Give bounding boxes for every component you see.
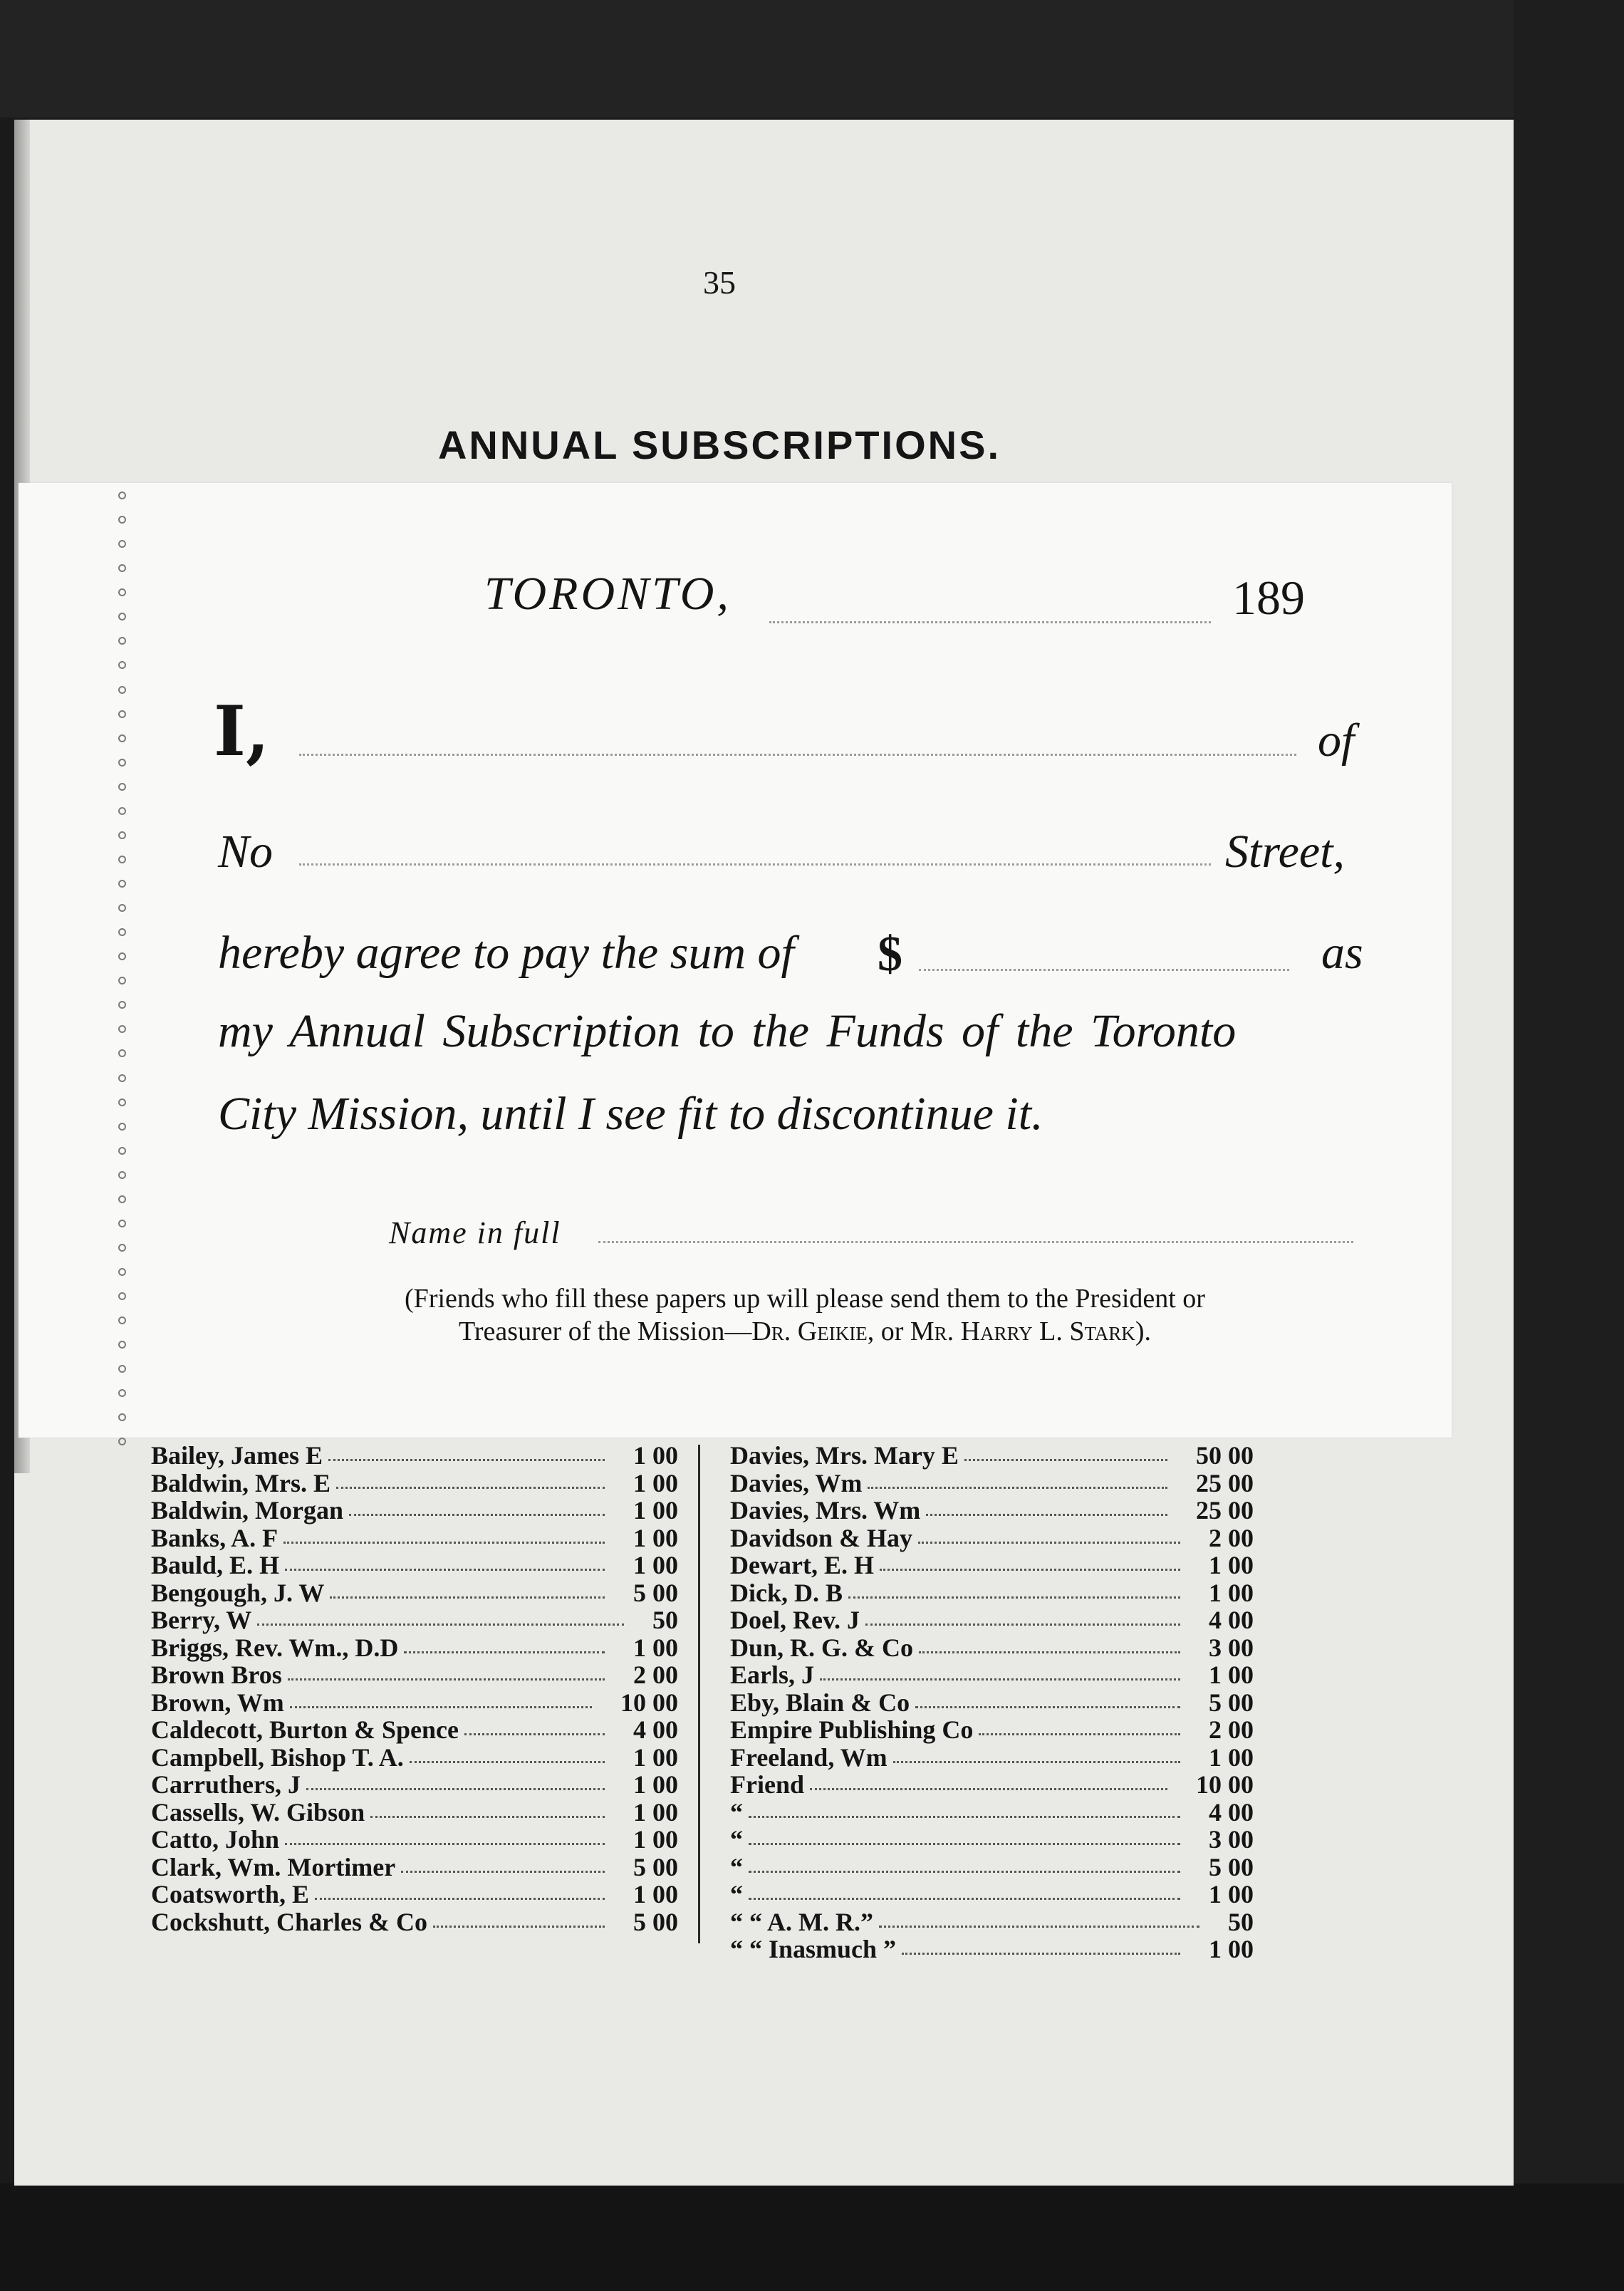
perforation-hole [118, 637, 126, 645]
name-in-full-label: Name in full [389, 1215, 561, 1250]
leader-dots [749, 1843, 1180, 1845]
form-pronoun: I, [214, 691, 270, 772]
perforation-hole [118, 734, 126, 742]
subscriber-name: Empire Publishing Co [730, 1715, 974, 1744]
subscriber-name: Coatsworth, E [151, 1880, 309, 1908]
subscriber-row [151, 1661, 678, 1689]
perforation-hole [118, 783, 126, 791]
leader-dots [370, 1816, 605, 1818]
subscriber-row [730, 1716, 1254, 1744]
leader-dots [464, 1733, 605, 1735]
subscriber-amount: 2 00 [1209, 1715, 1254, 1744]
subscriber-amount: 2 00 [1209, 1523, 1254, 1552]
subscriber-amount: 1 00 [1209, 1551, 1254, 1579]
subscriber-amount: 1 00 [633, 1468, 678, 1497]
subscriber-name: Friend [730, 1770, 804, 1799]
perforation-hole [118, 1220, 126, 1227]
subscriber-amount: 1 00 [633, 1742, 678, 1772]
perforation-hole [118, 1147, 126, 1155]
subscriber-amount: 3 00 [1209, 1825, 1254, 1854]
perforation-hole [118, 807, 126, 815]
subscriber-row [730, 1661, 1254, 1689]
subscriber-amount: 5 00 [633, 1852, 678, 1881]
leader-dots [330, 1596, 605, 1599]
leader-dots [926, 1514, 1167, 1516]
subscriber-row [730, 1497, 1254, 1524]
subscriber-row [151, 1854, 678, 1881]
subscriber-name: Briggs, Rev. Wm., D.D [151, 1633, 399, 1662]
subscriber-row [151, 1579, 678, 1607]
leader-dots [285, 1569, 605, 1571]
subscriber-row [151, 1634, 678, 1662]
form-instructions [214, 1282, 1396, 1348]
leader-dots [433, 1926, 605, 1928]
form-dollar-sign: $ [878, 927, 902, 982]
subscriber-amount: 1 00 [633, 1825, 678, 1854]
address-blank [299, 863, 1211, 866]
leader-dots [290, 1706, 592, 1708]
perforation-hole [118, 1025, 126, 1033]
perforation-hole [118, 661, 126, 669]
subscriber-amount: 25 00 [1196, 1468, 1254, 1497]
subscriber-name: “ [730, 1880, 743, 1908]
subscriber-name: Dun, R. G. & Co [730, 1633, 914, 1662]
amount-blank [919, 969, 1289, 971]
subscriber-row [730, 1854, 1254, 1881]
subscriber-row [151, 1908, 678, 1936]
subscriber-name: “ “ Inasmuch ” [730, 1935, 897, 1963]
subscriber-amount: 50 [1228, 1907, 1254, 1936]
subscriber-name: Bengough, J. W [151, 1578, 325, 1607]
subscriber-amount: 10 00 [620, 1688, 678, 1717]
subscriber-amount: 1 00 [633, 1633, 678, 1662]
subscriber-name: Davies, Mrs. Mary E [730, 1441, 959, 1470]
form-text-line-3: City Mission, until I see fit to discontinue it. [218, 1088, 1043, 1140]
subscriber-name: Cassells, W. Gibson [151, 1797, 365, 1827]
leader-dots [349, 1514, 605, 1516]
perforation-hole [118, 1341, 126, 1349]
subscriber-row [151, 1689, 678, 1717]
subscriber-name: Dewart, E. H [730, 1551, 874, 1579]
subscriber-row [151, 1826, 678, 1854]
subscriber-row [730, 1936, 1254, 1963]
leader-dots [848, 1596, 1180, 1599]
subscriber-amount: 10 00 [1196, 1770, 1254, 1799]
subscriber-name: Davies, Wm [730, 1468, 863, 1497]
leader-dots [328, 1459, 605, 1461]
subscriber-row [151, 1716, 678, 1744]
name-blank [299, 754, 1296, 756]
perforation-hole [118, 952, 126, 960]
subscriber-amount: 1 00 [633, 1880, 678, 1908]
perforation-hole [118, 831, 126, 839]
perforation-hole [118, 1049, 126, 1057]
subscriber-amount: 1 00 [1209, 1880, 1254, 1908]
leader-dots [868, 1487, 1167, 1489]
subscriber-amount: 3 00 [1209, 1633, 1254, 1662]
leader-dots [410, 1761, 605, 1763]
subscriber-row [730, 1524, 1254, 1552]
subscriber-name: Bailey, James E [151, 1441, 323, 1470]
leader-dots [285, 1843, 605, 1845]
leader-dots [749, 1871, 1180, 1873]
subscriber-amount: 4 00 [633, 1715, 678, 1744]
subscriber-row [730, 1771, 1254, 1799]
subscriber-row [151, 1881, 678, 1908]
leader-dots [283, 1542, 605, 1544]
subscriber-row [730, 1826, 1254, 1854]
subscriber-name: “ [730, 1852, 743, 1881]
subscriber-name: Dick, D. B [730, 1578, 843, 1607]
subscriber-name: Catto, John [151, 1825, 280, 1854]
perforation-hole [118, 1389, 126, 1397]
note-president: Dr. Geikie [751, 1316, 868, 1346]
perforation-hole [118, 588, 126, 596]
date-blank [769, 621, 1211, 623]
leader-dots [919, 1651, 1180, 1653]
subscriber-row [151, 1771, 678, 1799]
subscriber-amount: 5 00 [1209, 1688, 1254, 1717]
subscriber-row [151, 1470, 678, 1497]
subscriber-name: Eby, Blain & Co [730, 1688, 910, 1717]
subscriber-row [730, 1579, 1254, 1607]
perforation-hole [118, 977, 126, 985]
perforation-hole [118, 1268, 126, 1276]
subscriber-name: “ “ A. M. R.” [730, 1907, 873, 1936]
perforation-hole [118, 710, 126, 718]
subscriber-amount: 1 00 [1209, 1578, 1254, 1607]
perforation-hole [118, 1438, 126, 1445]
subscriber-amount: 1 00 [633, 1770, 678, 1799]
leader-dots [820, 1678, 1180, 1680]
note-treasurer: Mr. Harry L. Stark [910, 1316, 1135, 1346]
form-of: of [1318, 715, 1355, 767]
perforation-hole [118, 492, 126, 499]
subscriber-name: Banks, A. F [151, 1523, 279, 1552]
subscriber-amount: 1 00 [633, 1441, 678, 1470]
perforation-hole [118, 904, 126, 912]
section-title: ANNUAL SUBSCRIPTIONS. [437, 422, 1001, 467]
subscriber-row [730, 1908, 1254, 1936]
leader-dots [306, 1788, 605, 1790]
scan-border-top [0, 0, 1624, 118]
subscriber-row [151, 1606, 678, 1634]
form-text-line-2: my Annual Subscription to the Funds of the Toronto [218, 1005, 1237, 1057]
subscriber-amount: 1 00 [1209, 1661, 1254, 1689]
subscriber-name: Freeland, Wm [730, 1742, 888, 1772]
subscriber-row [730, 1552, 1254, 1579]
subscriber-amount: 4 00 [1209, 1797, 1254, 1827]
subscriber-name: Brown Bros [151, 1661, 282, 1689]
leader-dots [749, 1816, 1180, 1818]
subscriber-amount: 50 [652, 1606, 678, 1634]
subscriber-name: Davies, Mrs. Wm [730, 1496, 921, 1524]
form-instructions-line-2 [214, 1315, 1396, 1348]
subscriber-row [730, 1799, 1254, 1827]
subscriber-row [730, 1470, 1254, 1497]
perforation-hole [118, 856, 126, 863]
perforation-hole [118, 880, 126, 888]
subscriber-name: Doel, Rev. J [730, 1606, 860, 1634]
subscriber-name: “ [730, 1825, 743, 1854]
subscriber-amount: 1 00 [633, 1523, 678, 1552]
subscriber-amount: 1 00 [1209, 1742, 1254, 1772]
subscriber-amount: 25 00 [1196, 1496, 1254, 1524]
leader-dots [915, 1706, 1180, 1708]
subscriber-row [151, 1524, 678, 1552]
page-number: 35 [703, 264, 736, 301]
subscriber-amount: 1 00 [633, 1551, 678, 1579]
subscriber-row [151, 1744, 678, 1772]
subscriber-row [151, 1799, 678, 1827]
subscriber-row [730, 1634, 1254, 1662]
subscriber-name: Bauld, E. H [151, 1551, 280, 1579]
perforation-hole [118, 1123, 126, 1131]
subscriber-row [151, 1552, 678, 1579]
note-or: , or [867, 1316, 910, 1346]
leader-dots [288, 1678, 605, 1680]
perforation-hole [118, 564, 126, 572]
subscriber-name: Cockshutt, Charles & Co [151, 1907, 428, 1936]
subscriber-row [730, 1744, 1254, 1772]
perforation-hole [118, 1171, 126, 1179]
subscriber-row [151, 1442, 678, 1470]
subscriber-name: Baldwin, Mrs. E [151, 1468, 331, 1497]
leader-dots [879, 1926, 1199, 1928]
perforation-hole [118, 540, 126, 548]
form-no: No [218, 826, 274, 878]
subscriber-row [730, 1689, 1254, 1717]
column-divider [698, 1445, 700, 1943]
subscriber-amount: 1 00 [633, 1496, 678, 1524]
leader-dots [918, 1542, 1180, 1544]
perforation-hole [118, 516, 126, 524]
perforation-hole [118, 686, 126, 694]
subscriber-amount: 5 00 [633, 1907, 678, 1936]
leader-dots [810, 1788, 1167, 1790]
subscriber-name: Baldwin, Morgan [151, 1496, 344, 1524]
perforation-hole [118, 613, 126, 620]
full-name-blank [598, 1241, 1353, 1243]
form-year: 189 [1232, 571, 1305, 625]
perforation-hole [118, 1365, 126, 1373]
leader-dots [902, 1953, 1180, 1955]
subscriber-name: Brown, Wm [151, 1688, 284, 1717]
leader-dots [880, 1569, 1180, 1571]
subscriber-list-left [151, 1442, 678, 1936]
scan-border-bottom [0, 2183, 1624, 2291]
subscriber-name: Davidson & Hay [730, 1523, 913, 1552]
subscriber-row [730, 1606, 1254, 1634]
leader-dots [964, 1459, 1167, 1461]
form-agree-text: hereby agree to pay the sum of [218, 927, 794, 979]
subscriber-name: Carruthers, J [151, 1770, 301, 1799]
perforation-hole [118, 1098, 126, 1106]
subscriber-amount: 4 00 [1209, 1606, 1254, 1634]
subscriber-amount: 5 00 [1209, 1852, 1254, 1881]
note-text: Treasurer of the Mission— [459, 1316, 752, 1346]
form-instructions-line-1: (Friends who fill these papers up will please send them to the President or [405, 1284, 1205, 1314]
subscriber-amount: 50 00 [1196, 1441, 1254, 1470]
leader-dots [257, 1624, 624, 1626]
note-end: ). [1135, 1316, 1151, 1346]
perforation-hole [118, 928, 126, 936]
subscriber-amount: 5 00 [633, 1578, 678, 1607]
perforation-holes [114, 492, 130, 1446]
leader-dots [865, 1624, 1180, 1626]
subscriber-name: Berry, W [151, 1606, 252, 1634]
perforation-hole [118, 1074, 126, 1082]
subscriber-row [730, 1881, 1254, 1908]
leader-dots [979, 1733, 1180, 1735]
subscriber-list-right [730, 1442, 1254, 1963]
subscriber-amount: 1 00 [633, 1797, 678, 1827]
leader-dots [315, 1898, 605, 1900]
leader-dots [893, 1761, 1180, 1763]
perforation-hole [118, 1413, 126, 1421]
perforation-hole [118, 1292, 126, 1300]
scan-border-right [1514, 0, 1624, 2291]
subscriber-row [730, 1442, 1254, 1470]
subscriber-row [151, 1497, 678, 1524]
subscriber-name: Campbell, Bishop T. A. [151, 1742, 404, 1772]
perforation-hole [118, 1316, 126, 1324]
subscriber-amount: 2 00 [633, 1661, 678, 1689]
leader-dots [404, 1651, 605, 1653]
subscriber-name: Clark, Wm. Mortimer [151, 1852, 396, 1881]
perforation-hole [118, 759, 126, 767]
form-street: Street, [1225, 826, 1345, 878]
form-as: as [1321, 927, 1363, 979]
perforation-hole [118, 1195, 126, 1203]
leader-dots [401, 1871, 605, 1873]
form-city: TORONTO, [484, 568, 732, 620]
perforation-hole [118, 1244, 126, 1252]
subscriber-amount: 1 00 [1209, 1935, 1254, 1963]
perforation-hole [118, 1001, 126, 1009]
leader-dots [336, 1487, 605, 1489]
leader-dots [749, 1898, 1180, 1900]
subscriber-name: Caldecott, Burton & Spence [151, 1715, 459, 1744]
subscriber-name: Earls, J [730, 1661, 815, 1689]
subscriber-name: “ [730, 1797, 743, 1827]
